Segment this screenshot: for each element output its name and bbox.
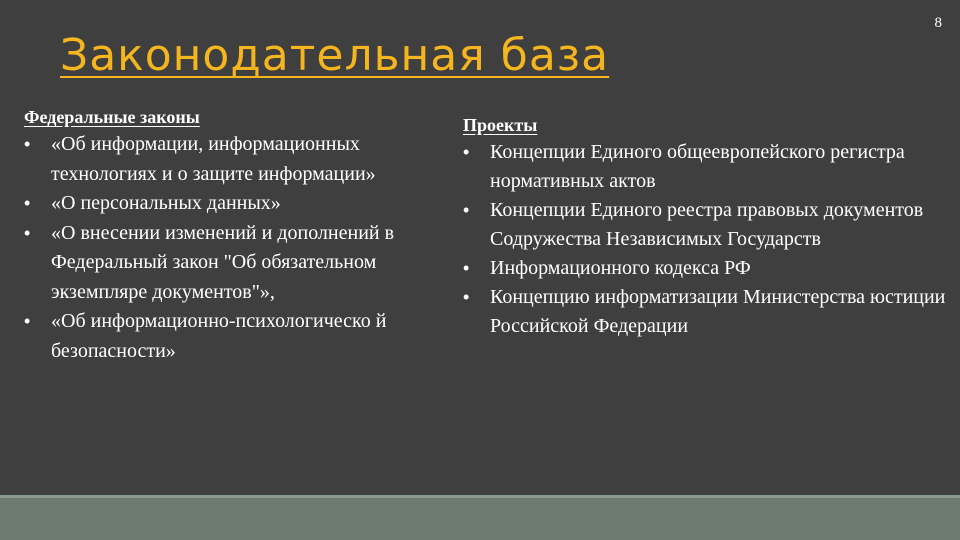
list-item-text: «Об информационно-психологическо й безопасности»: [51, 310, 387, 362]
list-item-text: Концепции Единого реестра правовых документов Содружества Независимых Государств: [490, 199, 924, 250]
list-item: [24, 219, 404, 308]
list-item-text: Информационного кодекса РФ: [490, 257, 751, 279]
list-item-text: Концепцию информатизации Министерства юстиции Российской Федерации: [490, 286, 946, 337]
list-item: [463, 138, 948, 196]
list-item-text: Концепции Единого общеевропейского регистра нормативных актов: [490, 141, 905, 192]
federal-laws-column: [24, 104, 404, 366]
bullet-icon: •: [24, 134, 31, 154]
list-item-text: «О внесении изменений и дополнений в Федеральный закон "Об обязательном экземпляре документов"»,: [51, 221, 395, 303]
list-item: [24, 307, 404, 366]
list-item-text: «Об информации, информационных технологиях и о защите информации»: [51, 133, 376, 185]
list-item-text: «О персональных данных»: [51, 192, 281, 214]
list-item: [463, 283, 948, 341]
projects-list: [463, 138, 948, 341]
bullet-icon: •: [24, 222, 31, 243]
bullet-icon: •: [463, 287, 470, 307]
bullet-icon: •: [463, 258, 470, 278]
list-item: [24, 189, 404, 219]
footer-bar: [0, 495, 960, 540]
page-number: 8: [934, 15, 942, 31]
list-item: [463, 254, 948, 283]
bullet-icon: •: [463, 142, 470, 162]
bullet-icon: •: [24, 311, 31, 331]
projects-heading: Проекты: [463, 115, 538, 135]
federal-laws-heading: Федеральные законы: [24, 107, 200, 127]
projects-column: [463, 112, 948, 341]
bullet-icon: •: [24, 193, 31, 213]
list-item: [24, 130, 404, 189]
slide-title: Законодательная база: [60, 30, 610, 81]
bullet-icon: •: [463, 200, 470, 220]
federal-laws-list: [24, 130, 404, 366]
list-item: [463, 196, 948, 254]
